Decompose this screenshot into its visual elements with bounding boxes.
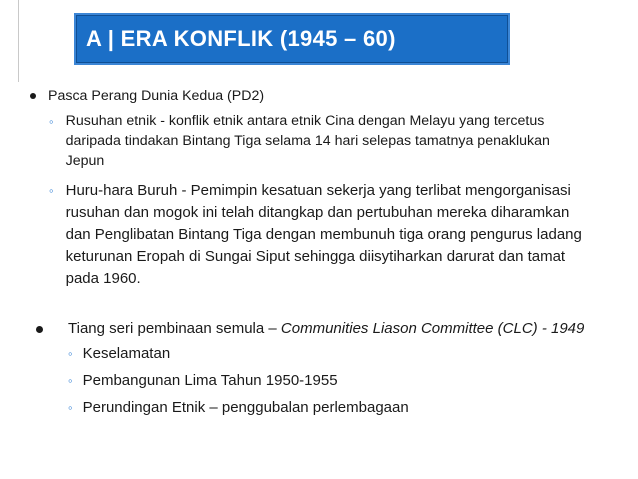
text-line: Jepun: [65, 153, 105, 169]
bullet-dot-icon: [36, 326, 43, 333]
sub-item-label: Pembangunan Lima Tahun 1950-1955: [82, 372, 338, 389]
sub-item-perundingan: [68, 397, 409, 419]
sub-item-label: Perundingan Etnik – penggubalan perlembagaan: [82, 399, 409, 416]
ring-bullet-icon: ◦: [68, 373, 73, 388]
ring-bullet-icon: ◦: [68, 400, 73, 415]
sub-item-keselamatan: [68, 343, 170, 365]
bullet-tiang-seri: [36, 319, 584, 339]
bullet-heading: Pasca Perang Dunia Kedua (PD2): [48, 88, 265, 104]
heading-prefix: Tiang seri pembinaan semula –: [68, 320, 281, 337]
text-line: Rusuhan etnik - konflik etnik antara etnik Cina dengan Melayu yang tercetus: [65, 113, 545, 129]
sub-item-label: Keselamatan: [82, 345, 171, 362]
sub-item-pembangunan: [68, 370, 338, 392]
sub-bullet-huru-hara: [49, 180, 582, 290]
text-line: keturunan Eropah di Sungai Siput sehingga diisytiharkan darurat dan tamat: [65, 248, 566, 265]
text-line: dan Penglibatan Bintang Tiga dengan membunuh tiga orang pengurus ladang: [65, 226, 582, 243]
text-line: Huru-hara Buruh - Pemimpin kesatuan sekerja yang terlibat mengorganisasi: [65, 182, 571, 199]
text-line: daripada tindakan Bintang Tiga selama 14 hari selepas tamatnya penaklukan: [65, 133, 550, 149]
bullet-dot-icon: [30, 93, 36, 99]
text-line: rusuhan dan mogok ini telah ditangkap dan pertubuhan mereka diharamkan: [65, 204, 570, 221]
ring-bullet-icon: ◦: [68, 346, 73, 361]
bullet-pasca-perang: [30, 86, 264, 106]
title-banner: [74, 13, 510, 65]
slide-title: A | ERA KONFLIK (1945 – 60): [86, 26, 396, 51]
decorative-vertical-line: [18, 0, 19, 82]
bullet-heading: [68, 319, 584, 339]
ring-bullet-icon: ◦: [49, 183, 54, 198]
ring-bullet-icon: ◦: [49, 114, 54, 129]
heading-emphasis: Communities Liason Committee (CLC) - 1949: [280, 320, 585, 337]
text-line: pada 1960.: [65, 270, 141, 287]
sub-bullet-rusuhan: [49, 111, 550, 171]
